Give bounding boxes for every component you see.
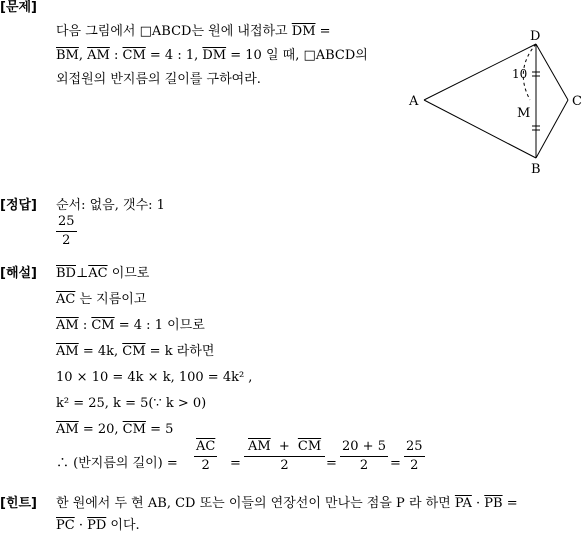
- label-a: A: [409, 94, 419, 109]
- equals-sign: =: [390, 456, 401, 471]
- segment-bm: $\overline{BM}$: [56, 48, 79, 63]
- fraction-numerator: 25: [58, 214, 75, 229]
- label-m: M: [517, 106, 531, 121]
- segment-pd: $\overline{PD}$: [87, 518, 107, 533]
- hint-text: ·: [74, 518, 88, 533]
- equals-sign: =: [326, 456, 337, 471]
- segment-cm: $\overline{CM}$: [122, 48, 146, 63]
- hint-text: ·: [471, 496, 485, 511]
- segment-am: $\overline{AM}$: [56, 344, 79, 359]
- fraction-bar: [56, 231, 77, 232]
- fraction-bar: [244, 456, 325, 457]
- segment-am: $\overline{AM}$: [56, 318, 79, 333]
- fraction-denominator: 2: [359, 458, 369, 473]
- answer-line: 순서: 없음, 갯수: 1: [56, 198, 165, 213]
- explanation-text: = 4k,: [78, 344, 123, 359]
- fraction-denominator: 2: [280, 458, 289, 473]
- segment-pa: $\overline{PA}$: [454, 496, 472, 511]
- segment-dm: $\overline{DM}$: [291, 24, 316, 39]
- segment-cm: $\overline{CM}$: [297, 439, 322, 454]
- explanation-conclusion: ∴ (반지름의 길이) =: [56, 456, 178, 471]
- section-explanation-label: [해설]: [0, 266, 37, 281]
- fraction-numerator: $\overline{AC}$: [196, 439, 216, 454]
- plus-sign: +: [274, 439, 294, 454]
- label-c: C: [572, 94, 582, 109]
- problem-text: =: [315, 24, 331, 39]
- segment-bd: $\overline{BD}$: [56, 266, 76, 281]
- segment-cm: $\overline{CM}$: [91, 318, 115, 333]
- fraction-sum-over-2: [244, 439, 325, 474]
- fraction-bar: [194, 456, 217, 457]
- section-problem-label: [문제]: [0, 0, 37, 15]
- hint-text: 한 원에서 두 현 AB, CD 또는 이들의 연장선이 만나는 점을 P 라 하면: [56, 496, 455, 511]
- explanation-text: = k 라하면: [145, 344, 215, 359]
- fraction-bar: [340, 456, 388, 457]
- hint-line-2: [56, 518, 140, 534]
- equals-sign: =: [230, 456, 241, 471]
- explanation-line-3: [56, 318, 205, 334]
- problem-text: = 4 : 1,: [145, 48, 203, 63]
- fraction-values-over-2: [340, 439, 388, 474]
- segment-am: $\overline{AM}$: [56, 422, 79, 437]
- fraction-bar: [404, 456, 425, 457]
- explanation-line-5: 10 × 10 = 4k × k, 100 = 4k² ,: [56, 370, 253, 385]
- segment-dc-line: [536, 44, 568, 100]
- fraction-denominator: 2: [201, 458, 210, 473]
- explanation-text: 이므로: [107, 266, 150, 281]
- label-d: D: [530, 29, 541, 44]
- segment-cm: $\overline{CM}$: [122, 344, 146, 359]
- fraction-numerator: 20 + 5: [342, 439, 386, 454]
- fraction-denominator: 2: [62, 233, 71, 248]
- answer-fraction: [56, 214, 77, 249]
- fraction-numerator: 25: [406, 439, 423, 454]
- segment-bc-line: [536, 100, 568, 158]
- problem-line-3: 외접원의 반지름의 길이를 구하여라.: [56, 72, 261, 87]
- problem-text: ,: [78, 48, 88, 63]
- explanation-text: = 4 : 1 이므로: [114, 318, 205, 333]
- explanation-line-1: [56, 266, 149, 282]
- fraction-numerator: [244, 439, 325, 455]
- segment-am: $\overline{AM}$: [87, 48, 110, 63]
- explanation-text: = 20,: [78, 422, 123, 437]
- explanation-text: :: [78, 318, 92, 333]
- explanation-text: 는 지름이고: [75, 292, 147, 307]
- hint-text: =: [502, 496, 518, 511]
- segment-pc: $\overline{PC}$: [56, 518, 75, 533]
- fraction-result: [404, 439, 425, 474]
- problem-text: 다음 그림에서 □ABCD는 원에 내접하고: [56, 24, 292, 39]
- explanation-text: = 5: [145, 422, 174, 437]
- section-answer-label: [정답]: [0, 198, 37, 213]
- section-hint-label: [힌트]: [0, 496, 37, 511]
- segment-ac: $\overline{AC}$: [56, 292, 76, 307]
- problem-text: = 10 일 때, □ABCD의: [226, 48, 368, 63]
- segment-cm: $\overline{CM}$: [122, 422, 146, 437]
- explanation-line-7: [56, 422, 173, 438]
- segment-pb: $\overline{PB}$: [484, 496, 503, 511]
- segment-am: $\overline{AM}$: [248, 439, 271, 454]
- label-b: B: [531, 162, 541, 177]
- fraction-ac-over-2: [194, 439, 217, 474]
- label-length: 10: [512, 67, 528, 81]
- segment-dm: $\overline{DM}$: [202, 48, 227, 63]
- hint-line-1: [56, 496, 518, 512]
- explanation-line-6: k² = 25, k = 5(∵ k > 0): [56, 396, 207, 411]
- fraction-denominator: 2: [410, 458, 419, 473]
- segment-ac: $\overline{AC}$: [88, 266, 108, 281]
- hint-text: 이다.: [106, 518, 140, 533]
- problem-text: :: [109, 48, 123, 63]
- explanation-line-2: [56, 292, 146, 308]
- perp-symbol: ⊥: [75, 266, 89, 281]
- explanation-line-4: [56, 344, 214, 360]
